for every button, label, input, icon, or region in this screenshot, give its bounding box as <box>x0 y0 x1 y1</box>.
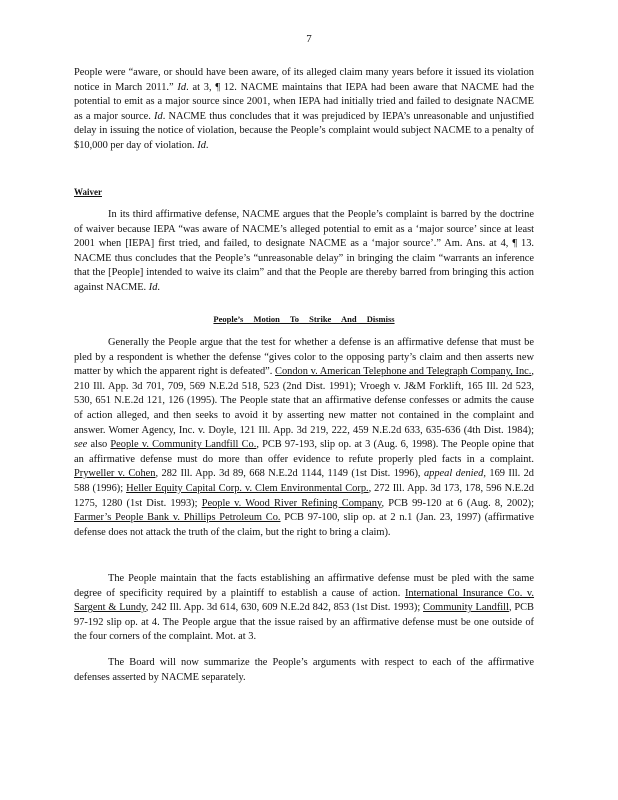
page-number: 7 <box>306 33 312 45</box>
para2-id-1: Id <box>148 281 158 293</box>
para2-text-2: . <box>157 281 161 293</box>
citation-community-landfill: People v. Community Landfill Co. <box>110 439 257 451</box>
para1-text-4: . <box>205 139 209 151</box>
para1-text-2: . at 3, ¶ 12. NACME maintains that IEPA had been aware that NACME had the potential to emit as a major source since 2001, when IEPA had initially tried and failed to designate NACME as a major source. <box>74 81 534 122</box>
citation-community-landfill-2: Community Landfill <box>423 602 509 614</box>
para3-text-9: PCB 97-100, slip op. at 2 n.1 (Jan. 23, 1997) (affirmative defense does not attack the truth of the claim, but the right to bring a claim). <box>74 512 534 538</box>
paragraph-laches-summary <box>74 66 534 154</box>
signal-see: see <box>74 439 88 451</box>
citation-pryweller: Pryweller v. Cohen <box>74 468 156 480</box>
citation-international-insurance: International Insurance Co. v. Sargent & Lundy <box>74 587 535 614</box>
para3-text-4: , PCB 97-193, slip op. at 3 (Aug. 6, 1998). The People opine that an affirmative defense must do more than offer evidence to refute properly pled facts in a complaint. <box>74 439 535 465</box>
para1-text-1: People were “aware, or should have been aware, of its alleged claim many years before it issued its violation notice in March 2011.” <box>74 67 534 93</box>
para1-text-3: . NACME thus concludes that it was prejudiced by IEPA’s unreasonable and unjustified delay in issuing the notice of violation, because the People’s complaint would subject NACME to a penalty of $10,000 per day of violation. <box>74 110 534 151</box>
citation-heller: Heller Equity Capital Corp. v. Clem Environmental Corp. <box>126 482 369 494</box>
para4-text-2: , 242 Ill. App. 3d 614, 630, 609 N.E.2d 842, 853 (1st Dist. 1993); <box>145 602 424 614</box>
para3-text-6: 169 Ill. 2d 588 (1996); <box>74 468 535 494</box>
paragraph-specificity <box>74 572 534 645</box>
paragraph-waiver <box>74 208 534 296</box>
para2-text-1: In its third affirmative defense, NACME argues that the People’s complaint is barred by the doctrine of waiver because IEPA “was aware of NACME’s alleged potential to emit as a ‘major source’ since at least 2001 when [IEPA] first tried, and failed, to designate NACME as a ‘major source’.” Am. Ans. at 4, ¶ 13. NACME thus concludes that the People’s “unreasonable delay” in bringing the claim “warrants an inference that the [People] intended to waive its claim” and that the People are thereby barred from bringing this action against NACME. <box>74 209 534 293</box>
para1-id-2: Id <box>154 110 163 122</box>
paragraph-board-summary <box>74 656 534 685</box>
para4-text-3: , PCB 97-192 slip op. at 4. The People argue that the issue raised by an affirmative defense must be one outside of the four corners of the complaint. Mot. at 3. <box>74 602 534 643</box>
para3-text-7: , 272 Ill. App. 3d 173, 178, 596 N.E.2d 1275, 1280 (1st Dist. 1993); <box>74 482 535 509</box>
para3-text-3: also <box>87 439 111 451</box>
para3-text-1: Generally the People argue that the test for whether a defense is an affirmative defense that must be pled by a respondent is whether the defense “gives color to the opposing party’s claim and then asserts new matter by which the apparent right is defeated”. <box>74 337 534 378</box>
motion-heading: People’s Motion To Strike And Dismiss <box>213 314 395 324</box>
para5-text-1: The Board will now summarize the People’s arguments with respect to each of the affirmative defenses asserted by NACME separately. <box>74 657 534 683</box>
para1-id-3: Id <box>197 139 206 151</box>
citation-wood-river: People v. Wood River Refining Company <box>201 497 382 509</box>
citation-farmers-bank: Farmer’s People Bank v. Phillips Petroleum Co. <box>74 512 281 524</box>
para4-text-1: The People maintain that the facts establishing an affirmative defense must be pled with the same degree of specificity required by a plaintiff to establish a cause of action. <box>74 573 534 599</box>
para3-text-2: , 210 Ill. App. 3d 701, 709, 569 N.E.2d 518, 523 (2nd Dist. 1991); Vroegh v. J&M Forklift, 165 Ill. 2d 523, 530, 651 N.E.2d 121, 126 (1995). The People state that an affirmative defense confesses or admits the cause of action alleged, and then seeks to avoid it by asserting new matter not contained in the complaint and answer. Womer Agency, Inc. v. Doyle, 121 Ill. App. 3d 219, 222, 459 N.E.2d 633, 635-636 (4th Dist. 1984); <box>74 366 534 436</box>
para1-id-1: Id <box>177 81 187 93</box>
paragraph-motion-general <box>74 336 534 540</box>
appeal-denied: appeal denied, <box>423 468 486 480</box>
citation-condon: Condon v. American Telephone and Telegraph Company, Inc. <box>275 366 532 378</box>
para3-text-5: , 282 Ill. App. 3d 89, 668 N.E.2d 1144, 1149 (1st Dist. 1996), <box>155 468 424 480</box>
waiver-heading: Waiver <box>74 187 102 197</box>
para3-text-8: , PCB 99-120 at 6 (Aug. 8, 2002); <box>381 497 534 509</box>
